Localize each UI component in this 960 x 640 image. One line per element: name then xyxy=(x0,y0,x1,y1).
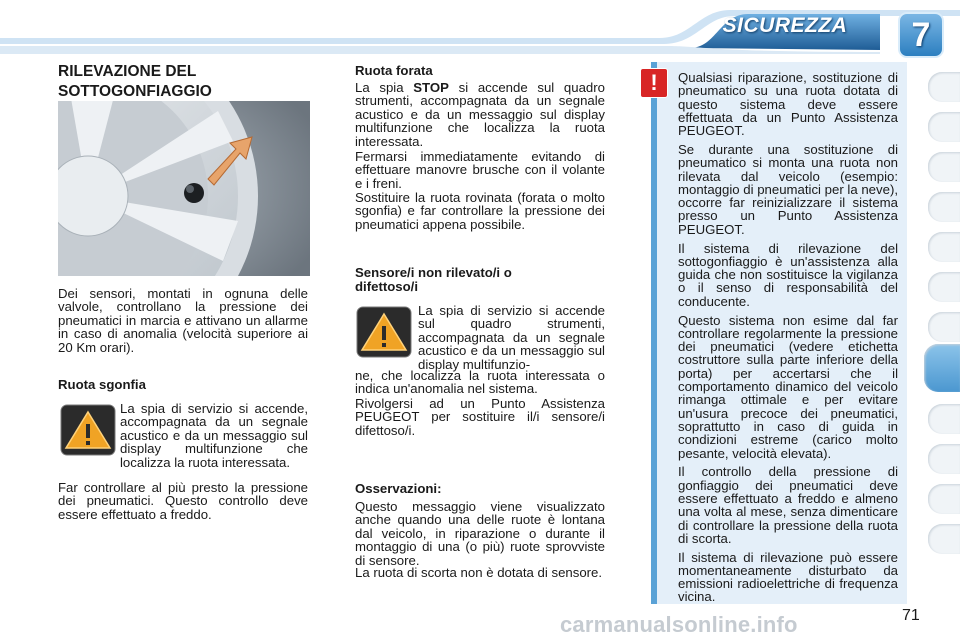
osservazioni-heading: Osservazioni: xyxy=(355,481,442,496)
panel-paragraph: Il controllo della pressione di gonfiaggio dei pneumatici deve essere effettuato a freddo e almeno una volta al mese, senza dimenticare di controllare la pressione della ruota di scorta. xyxy=(678,464,898,546)
chapter-title: SICUREZZA xyxy=(722,14,848,37)
chapter-tab-7[interactable] xyxy=(928,312,960,342)
panel-paragraph: Il sistema di rilevazione del sottogonfiaggio è un'assistenza alla guida che non sostituisce la vigilanza o il senso di responsabilità del conducente. xyxy=(678,240,898,309)
panel-paragraph: Il sistema di rilevazione può essere momentaneamente disturbato da emissioni radioelettriche di frequenza vicina. xyxy=(678,549,898,605)
exclamation-alert-icon: ! xyxy=(640,68,668,98)
panel-text xyxy=(678,71,898,609)
ruota-forata-p2: Fermarsi immediatamente evitando di effettuare manovre brusche con il volante e i freni. xyxy=(355,149,605,191)
chapter-tab-10[interactable] xyxy=(928,444,960,474)
chapter-tab-12[interactable] xyxy=(928,524,960,554)
panel-paragraph: Se durante una sostituzione di pneumatico si monta una ruota non rilevata dal veicolo (esempio: montaggio di pneumatici per la neve), occorre far reinizializzare il sistema presso un Punto Assistenza PEUGEOT. xyxy=(678,141,898,237)
intro-text: Dei sensori, montati in ognuna delle valvole, controllano la pressione dei pneumatici in marcia e attivano un allarme in caso di anomalia (velocità superiore ai 20 Km orari). xyxy=(58,286,308,355)
service-warning-icon xyxy=(60,404,116,456)
panel-paragraph: Questo sistema non esime dal far controllare regolarmente la pressione dei pneumatici (vedere etichetta costruttore sulla parte inferiore della porta) per accertarsi che il comportamento dinamico del veicolo rimanga ottimale e per evitare un'usura precoce dei pneumatici, soprattutto in caso di guida in condizioni estreme (carico molto pesante, velocità elevata). xyxy=(678,312,898,461)
page-number: 71 xyxy=(902,607,920,624)
stop-keyword: STOP xyxy=(413,80,449,95)
service-warning-icon-2 xyxy=(356,306,412,358)
ruota-sgonfia-text: La spia di servizio si accende, accompagnata da un segnale acustico e da un messaggio sul display multifunzione che localizza la ruota interessata. xyxy=(120,401,308,470)
sensore-p1-b: ne, che localizza la ruota interessata o indica un'anomalia nel sistema. xyxy=(355,368,605,397)
sensore-heading: Sensore/i non rilevato/i o difettoso/i xyxy=(355,265,512,294)
ruota-forata-p1: La spia STOP si accende sul quadro strumenti, accompagnata da un segnale acustico e da un messaggio sul display multifunzione che localizza la ruota interessata. xyxy=(355,80,605,149)
osservazioni-p1: Questo messaggio viene visualizzato anche quando una delle ruote è lontana dal veicolo, in riparazione o durante il montaggio di una (o più) ruote sprovviste di sensore. xyxy=(355,499,605,568)
ruota-forata-p3: Sostituire la ruota rovinata (forata o molto sgonfia) e far controllare la pressione dei pneumatici appena possibile. xyxy=(355,190,605,232)
chapter-tab-3[interactable] xyxy=(928,152,960,182)
wheel-valve-photo xyxy=(58,101,310,276)
osservazioni-p2: La ruota di scorta non è dotata di sensore. xyxy=(355,565,603,580)
watermark: carmanualsonline.info xyxy=(560,612,798,637)
chapter-tab-1[interactable] xyxy=(928,72,960,102)
chapter-tab-active[interactable] xyxy=(924,344,960,392)
chapter-number-badge: 7 xyxy=(898,12,944,58)
chapter-tab-11[interactable] xyxy=(928,484,960,514)
ruota-sgonfia-heading: Ruota sgonfia xyxy=(58,377,146,392)
panel-paragraph: Qualsiasi riparazione, sostituzione di pneumatico su una ruota dotata di questo sistema deve essere effettuata da un Punto Assistenza PEUGEOT. xyxy=(678,70,898,139)
ruota-sgonfia-followup: Far controllare al più presto la pressione dei pneumatici. Questo controllo deve essere effettuato a freddo. xyxy=(58,480,308,522)
section-title: RILEVAZIONE DEL SOTTOGONFIAGGIO xyxy=(58,63,212,100)
sensore-p2: Rivolgersi ad un Punto Assistenza PEUGEOT per sostituire il/i sensore/i difettoso/i. xyxy=(355,396,605,438)
chapter-tab-6[interactable] xyxy=(928,272,960,302)
chapter-tab-4[interactable] xyxy=(928,192,960,222)
ruota-forata-heading: Ruota forata xyxy=(355,63,433,78)
chapter-tab-2[interactable] xyxy=(928,112,960,142)
chapter-tab-9[interactable] xyxy=(928,404,960,434)
chapter-tab-5[interactable] xyxy=(928,232,960,262)
sensore-p1-a: La spia di servizio si accende sul quadro strumenti, accompagnata da un segnale acustico e da un messaggio sul display multifunzio- xyxy=(418,303,605,372)
